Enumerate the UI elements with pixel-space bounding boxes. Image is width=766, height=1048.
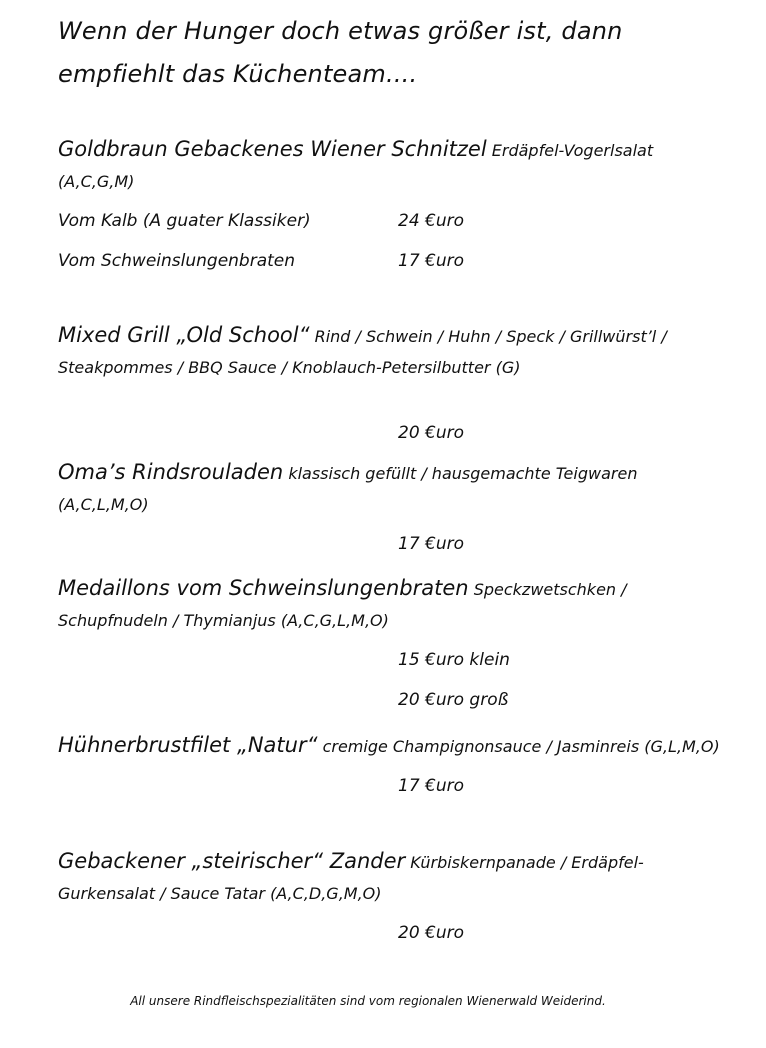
dish-name: Goldbraun Gebackenes Wiener Schnitzel	[58, 137, 487, 161]
dish-name: Mixed Grill „Old School“	[58, 323, 310, 347]
intro-line-1: Wenn der Hunger doch etwas größer ist, dann	[58, 17, 623, 45]
dish-name: Gebackener „steirischer“ Zander	[58, 849, 406, 873]
dish-header	[58, 846, 723, 909]
price-row	[58, 201, 723, 241]
price-row	[58, 680, 723, 720]
price-row	[58, 640, 723, 680]
intro-line-2: empfiehlt das Küchenteam....	[58, 60, 418, 88]
dish-name: Hühnerbrustfilet „Natur“	[58, 733, 318, 757]
price-value: 17 €uro	[398, 251, 465, 271]
price-value: 24 €uro	[398, 211, 465, 231]
dish-huehnerbrustfilet	[58, 730, 723, 806]
dish-mixed-grill	[58, 320, 723, 453]
dish-description: Speckzwetschken / Schupfnudeln / Thymianjus (A,C,G,L,M,O)	[58, 580, 627, 630]
price-variant: Vom Schweinslungenbraten	[58, 251, 296, 271]
price-value: 20 €uro groß	[398, 690, 509, 710]
price-row	[58, 766, 723, 806]
price-row	[58, 413, 723, 453]
dish-medaillons	[58, 573, 723, 720]
price-value: 17 €uro	[398, 534, 465, 554]
price-value: 17 €uro	[398, 776, 465, 796]
dish-zander	[58, 846, 723, 953]
price-value: 20 €uro	[398, 423, 465, 443]
price-row	[58, 913, 723, 953]
price-row	[58, 241, 723, 281]
intro-heading	[58, 10, 738, 96]
price-value: 15 €uro klein	[398, 650, 510, 670]
dish-description: cremige Champignonsauce / Jasminreis (G,L,M,O)	[322, 737, 720, 756]
price-value: 20 €uro	[398, 923, 465, 943]
dish-rindsrouladen	[58, 457, 723, 564]
dish-description: Rind / Schwein / Huhn / Speck / Grillwürst’l / Steakpommes / BBQ Sauce / Knoblauch-Petersilbutter (G)	[58, 327, 667, 377]
dish-description: Erdäpfel-Vogerlsalat (A,C,G,M)	[58, 141, 654, 191]
dish-description: Kürbiskernpanade / Erdäpfel-Gurkensalat / Sauce Tatar (A,C,D,G,M,O)	[58, 853, 644, 903]
dish-header	[58, 457, 723, 520]
dish-wiener-schnitzel	[58, 134, 723, 281]
dish-header	[58, 320, 723, 383]
dish-description: klassisch gefüllt / hausgemachte Teigwaren (A,C,L,M,O)	[58, 464, 638, 514]
dish-name: Medaillons vom Schweinslungenbraten	[58, 576, 469, 600]
price-variant: Vom Kalb (A guater Klassiker)	[58, 211, 311, 231]
dish-header	[58, 730, 723, 762]
dish-name: Oma’s Rindsrouladen	[58, 460, 284, 484]
footer-note: All unsere Rindfleischspezialitäten sind vom regionalen Wienerwald Weiderind.	[130, 994, 606, 1008]
dish-header	[58, 134, 723, 197]
dish-header	[58, 573, 723, 636]
price-row	[58, 524, 723, 564]
